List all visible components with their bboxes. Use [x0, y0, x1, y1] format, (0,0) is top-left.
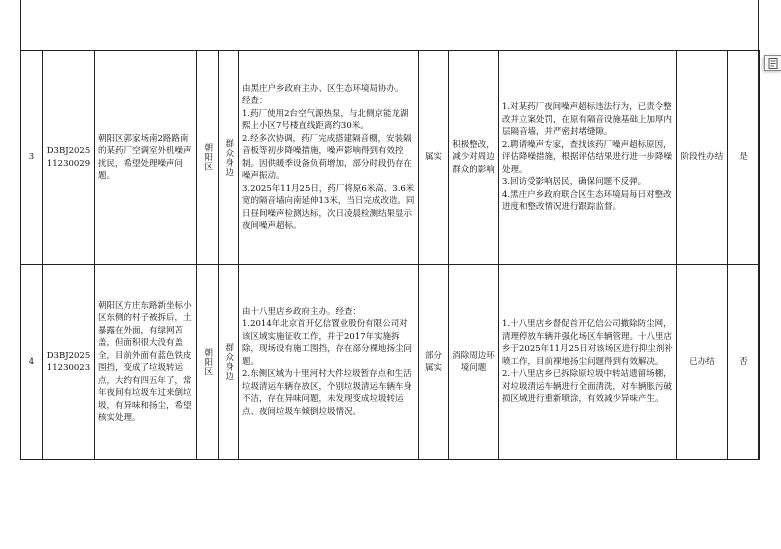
investigation-text: 2.东侧区域为十里河村大件垃圾暂存点和生活垃圾清运车辆存放区，个别垃圾清运车辆车身不洁，存在异味问题，未发现变成垃圾转运点、夜间垃圾车倾倒垃圾情况。: [242, 369, 413, 417]
rectification-measures: [499, 51, 677, 265]
investigation-text: 3.2025年11月25日，药厂将原6米高、3.6米宽的隔音墙向南延伸13米，当日完成改造。同日昼间噪声检测达标，次日凌晨检测结果显示夜间噪声超标。: [242, 183, 415, 231]
category-cell: [219, 51, 239, 265]
rectification-goal: 积极整改，减少对周边群众的影响: [449, 51, 499, 265]
investigation-text: 1.2014年北京首开亿信置业股份有限公司对该区域实施征收工作，并于2017年实施拆除，现场设有施工围挡，存在部分裸地扬尘问题。: [242, 319, 413, 367]
accountability: 否: [728, 265, 760, 460]
accountability: 是: [728, 51, 760, 265]
measure-text: 2.十八里店乡已拆除原垃圾中转站遗留场棚，对垃圾清运车辆进行全面清洗，对车辆胀污破损区域进行重新喷涂，有效减少异味产生。: [502, 369, 673, 405]
table-row: [21, 265, 760, 460]
investigation-text: 经查：: [242, 96, 268, 106]
district-cell: [197, 265, 219, 460]
district: 朝阳区: [202, 143, 213, 172]
measure-text: 1.对某药厂夜间噪声超标违法行为，已责令整改并立案处罚，在原有隔音设施基础上加厚内层隔音墙，并严密封堵缝隙。: [502, 102, 673, 138]
rectification-measures: [499, 265, 677, 460]
verdict: 属实: [419, 51, 449, 265]
category-cell: [219, 265, 239, 460]
category: 群众身边: [223, 138, 234, 177]
issue-description: 朝阳区方庄东路新坐标小区东侧的村子被拆后，土暴露在外面，有绿网苫盖，但面积很大没有盖全，目前外面有蓝色铁皮围挡，变成了垃圾转运点，大约有四五年了，常年夜间有垃圾车过来倒垃圾，有异味和扬尘，希望核实处理。: [95, 265, 197, 460]
case-code: D3BJ2025 11230023: [43, 265, 95, 460]
row-index: 3: [21, 51, 43, 265]
investigation-text: 由十八里店乡政府主办。经查：: [242, 306, 362, 317]
complaint-table: [20, 50, 760, 460]
verdict: 部分属实: [419, 265, 449, 460]
investigation-text: 由黑庄户乡政府主办、区生态环境局协办。: [242, 83, 404, 94]
measure-text: 4.黑庄户乡政府联合区生态环境局每日对整改进度和整改情况进行跟踪监督。: [502, 189, 672, 213]
completion-status: 阶段性办结: [677, 51, 728, 265]
measure-text: 2.聘请噪声专家，查找该药厂噪声超标原因，评估降噪措施，根据评估结果进行进一步降噪处理。: [502, 139, 673, 175]
rectification-goal: 消除周边环境问题: [449, 265, 499, 460]
issue-description: 朝阳区郭家场南2路路南的某药厂空调室外机噪声扰民，希望处理噪声问题。: [95, 51, 197, 265]
table-row: [21, 51, 760, 265]
completion-status: 已办结: [677, 265, 728, 460]
measure-text: 1.十八里店乡督促首开亿信公司撤除防尘网，清理停放车辆并强化场区车辆管理。十八里店乡于2025年11月25日对该场区进行抑尘剂补喷工作，目前裸地扬尘问题得到有效解决。: [502, 319, 673, 367]
investigation-result: [239, 51, 419, 265]
row-index: 4: [21, 265, 43, 460]
measure-text: 3.回访受影响居民，确保问题不反弹。: [502, 177, 647, 188]
side-panel-button[interactable]: [764, 55, 781, 71]
investigation-result: [239, 265, 419, 460]
investigation-text: 1.药厂使用2台空气源热泵，与北侧京能龙湖熙上小区7号楼直线距离约30米。: [242, 108, 409, 131]
document-icon: [768, 58, 778, 69]
district-cell: [197, 51, 219, 265]
investigation-text: 2.经多次协调，药厂完成搭建隔音棚，安装隔音板等初步降噪措施，噪声影响得到有效控制。因供暖季设备负荷增加，部分时段仍存在噪声振动。: [242, 133, 413, 181]
district: 朝阳区: [202, 347, 213, 377]
category: 群众身边: [223, 343, 234, 381]
case-code: D3BJ2025 11230029: [43, 51, 95, 265]
